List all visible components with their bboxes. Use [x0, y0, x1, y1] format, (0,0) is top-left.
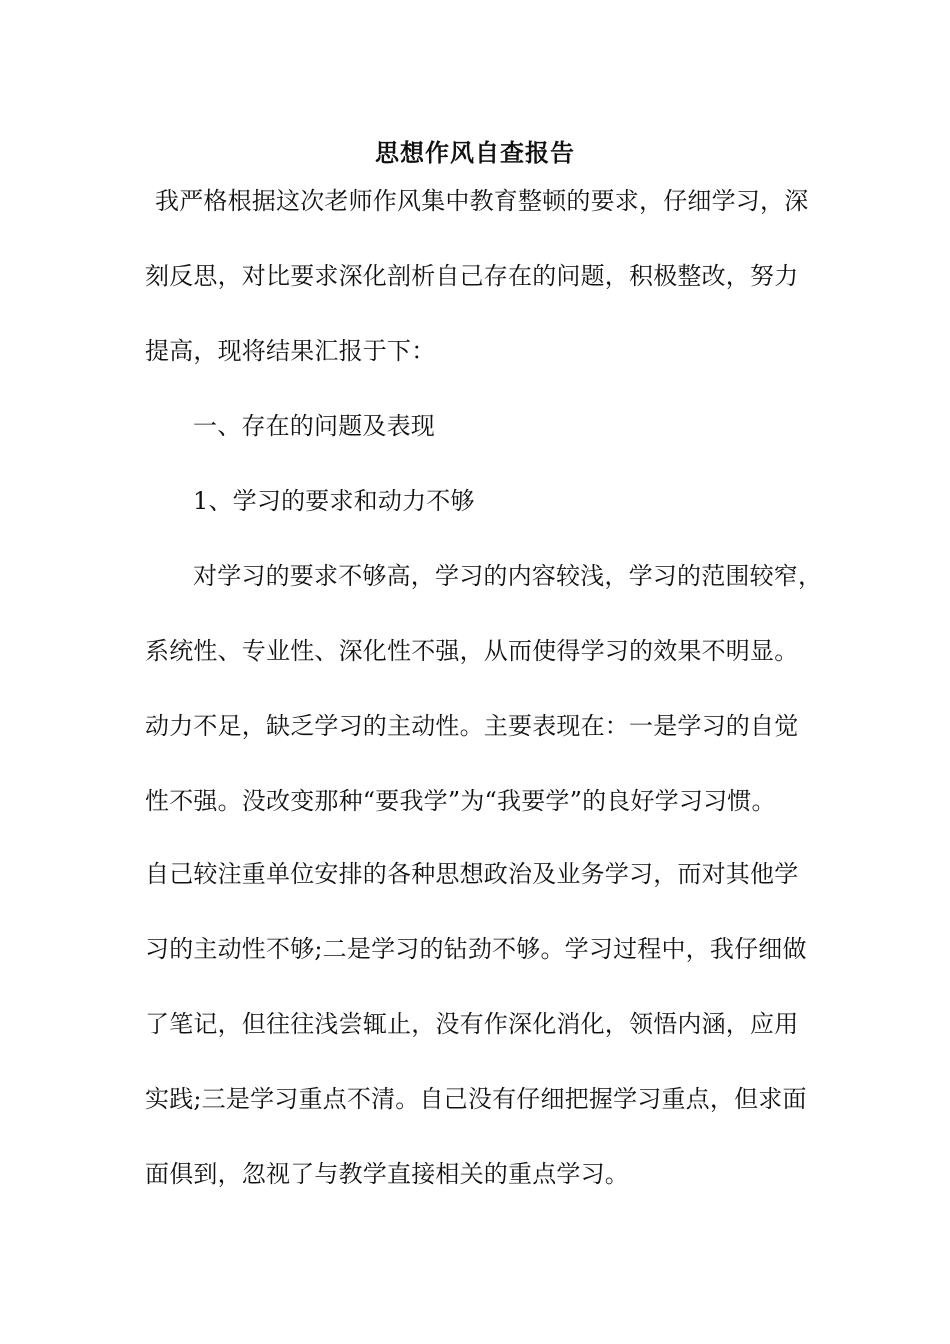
paragraph-line: 我严格根据这次老师作风集中教育整顿的要求，仔细学习，深 [155, 187, 809, 215]
paragraph-line: 刻反思，对比要求深化剖析自己存在的问题，积极整改，努力 [145, 262, 799, 290]
paragraph-line: 系统性、专业性、深化性不强，从而使得学习的效果不明显。 [145, 637, 799, 665]
paragraph-line: 对学习的要求不够高，学习的内容较浅，学习的范围较窄， [193, 562, 823, 590]
paragraph-line: 了笔记，但往往浅尝辄止，没有作深化消化，领悟内涵，应用 [145, 1010, 799, 1038]
subsection-heading: 1、学习的要求和动力不够 [193, 487, 475, 515]
paragraph-line: 性不强。没改变那种“要我学”为“我要学”的良好学习习惯。 [145, 787, 776, 815]
paragraph-line: 面俱到，忽视了与教学直接相关的重点学习。 [145, 1160, 629, 1188]
paragraph-line: 习的主动性不够;二是学习的钻劲不够。学习过程中，我仔细做 [145, 935, 807, 963]
paragraph-line: 动力不足，缺乏学习的主动性。主要表现在：一是学习的自觉 [145, 712, 799, 740]
paragraph-line: 自己较注重单位安排的各种思想政治及业务学习，而对其他学 [145, 860, 799, 888]
document-title: 思想作风自查报告 [375, 138, 575, 167]
paragraph-line: 实践;三是学习重点不清。自己没有仔细把握学习重点，但求面 [145, 1085, 807, 1113]
paragraph-line: 提高，现将结果汇报于下： [145, 337, 436, 365]
section-heading: 一、存在的问题及表现 [193, 412, 435, 440]
